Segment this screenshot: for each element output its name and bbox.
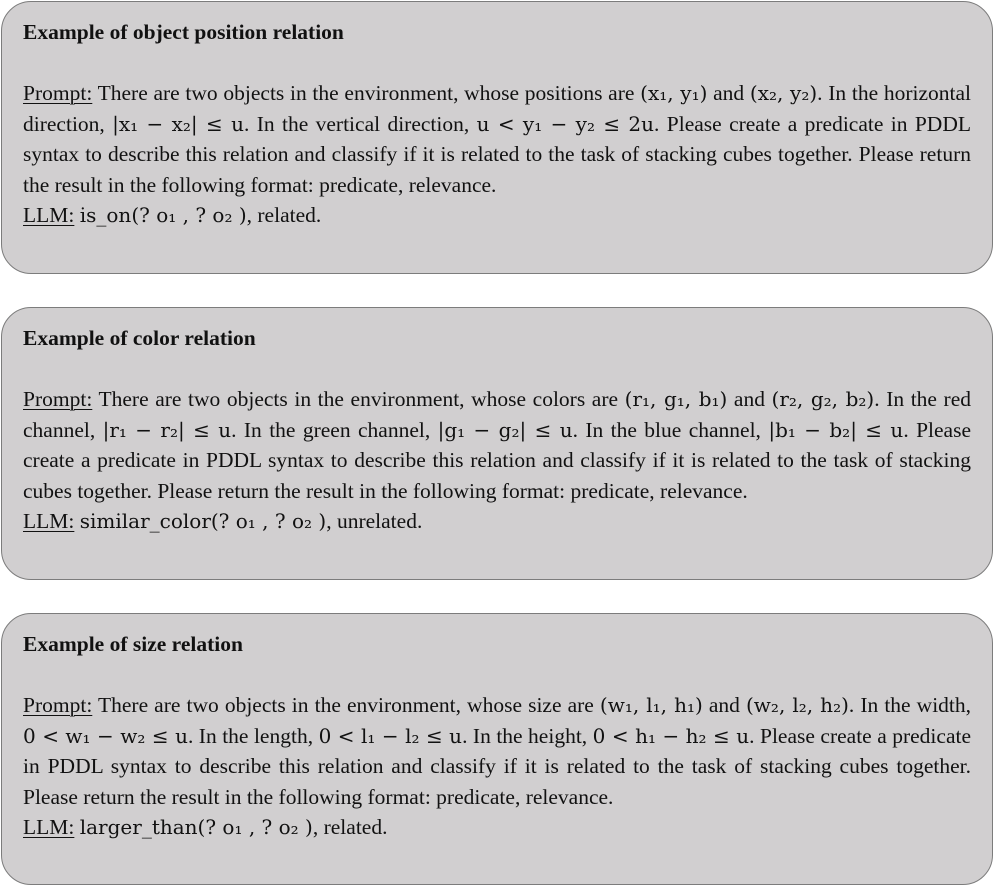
math-expression: |x₁ − x₂| ≤ u	[112, 111, 244, 136]
spacer	[23, 353, 971, 384]
math-expression: (x₂, y₂)	[749, 81, 818, 105]
prompt-text: and	[702, 693, 746, 717]
math-expression: 0 < h₁ − h₂ ≤ u	[592, 723, 750, 748]
prompt-paragraph	[23, 384, 971, 506]
prompt-text: . In the length,	[187, 723, 319, 748]
llm-paragraph	[23, 506, 971, 537]
math-expression: u < y₁ − y₂ ≤ 2u	[476, 111, 655, 136]
math-expression: (r₂, g₂, b₂)	[771, 387, 875, 411]
prompt-paragraph	[23, 690, 971, 812]
llm-label: LLM:	[23, 203, 75, 227]
math-expression: (w₂, l₂, h₂)	[746, 693, 849, 717]
box-title: Example of color relation	[23, 326, 256, 350]
llm-relevance: , related.	[246, 203, 322, 227]
prompt-text: There are two objects in the environment, whose positions are	[92, 81, 641, 105]
math-expression: 0 < w₁ − w₂ ≤ u	[23, 723, 188, 748]
llm-predicate: larger_than(? o₁ , ? o₂ )	[79, 815, 313, 839]
prompt-label: Prompt:	[23, 387, 93, 411]
prompt-text: There are two objects in the environment, whose size are	[92, 693, 600, 717]
math-expression: |b₁ − b₂| ≤ u	[768, 417, 904, 442]
spacer	[23, 47, 971, 78]
math-expression: |g₁ − g₂| ≤ u	[437, 417, 573, 442]
prompt-text: . Please create a predicate in PDDL syntax to describe this relation and classify if it is related to the task of stacking cubes together. Please return the result in the following format: predicate, relevance.	[23, 723, 971, 809]
prompt-label: Prompt:	[23, 693, 93, 717]
prompt-text: and	[727, 387, 772, 411]
prompt-text: . In the vertical direction,	[244, 111, 477, 136]
llm-paragraph	[23, 812, 971, 843]
prompt-text: . Please create a predicate in PDDL syntax to describe this relation and classify if it is related to the task of stacking cubes together. Please return the result in the following format: predicate, relevance.	[23, 111, 971, 197]
math-expression: 0 < l₁ − l₂ ≤ u	[318, 723, 463, 748]
prompt-text: . In the blue channel,	[572, 417, 769, 442]
prompt-text: . In the green channel,	[231, 417, 438, 442]
prompt-text: and	[707, 81, 750, 105]
spacer	[23, 659, 971, 690]
prompt-label: Prompt:	[23, 81, 93, 105]
box-title: Example of object position relation	[23, 20, 344, 44]
prompt-text: . Please create a predicate in PDDL syntax to describe this relation and classify if it is related to the task of stacking cubes together. Please return the result in the following format: predicate, relevance.	[23, 417, 972, 503]
example-box-position	[1, 1, 993, 274]
llm-label: LLM:	[23, 509, 75, 533]
example-box-color	[1, 307, 993, 580]
math-expression: |r₁ − r₂| ≤ u	[102, 417, 232, 442]
llm-relevance: , unrelated.	[326, 509, 423, 533]
math-expression: (w₁, l₁, h₁)	[599, 693, 703, 717]
prompt-text: . In the width,	[848, 693, 972, 717]
prompt-paragraph	[23, 78, 971, 200]
math-expression: (r₁, g₁, b₁)	[624, 387, 728, 411]
llm-predicate: is_on(? o₁ , ? o₂ )	[79, 203, 247, 227]
prompt-text: . In the horizontal direction,	[23, 81, 972, 136]
prompt-text: There are two objects in the environment, whose colors are	[92, 387, 625, 411]
llm-relevance: , related.	[312, 815, 388, 839]
prompt-text: . In the red channel,	[23, 387, 971, 442]
box-title: Example of size relation	[23, 632, 243, 656]
llm-predicate: similar_color(? o₁ , ? o₂ )	[79, 509, 327, 533]
llm-paragraph	[23, 200, 971, 231]
math-expression: (x₁, y₁)	[640, 81, 708, 105]
example-box-size	[1, 613, 993, 885]
llm-label: LLM:	[23, 815, 75, 839]
prompt-text: . In the height,	[462, 723, 593, 748]
